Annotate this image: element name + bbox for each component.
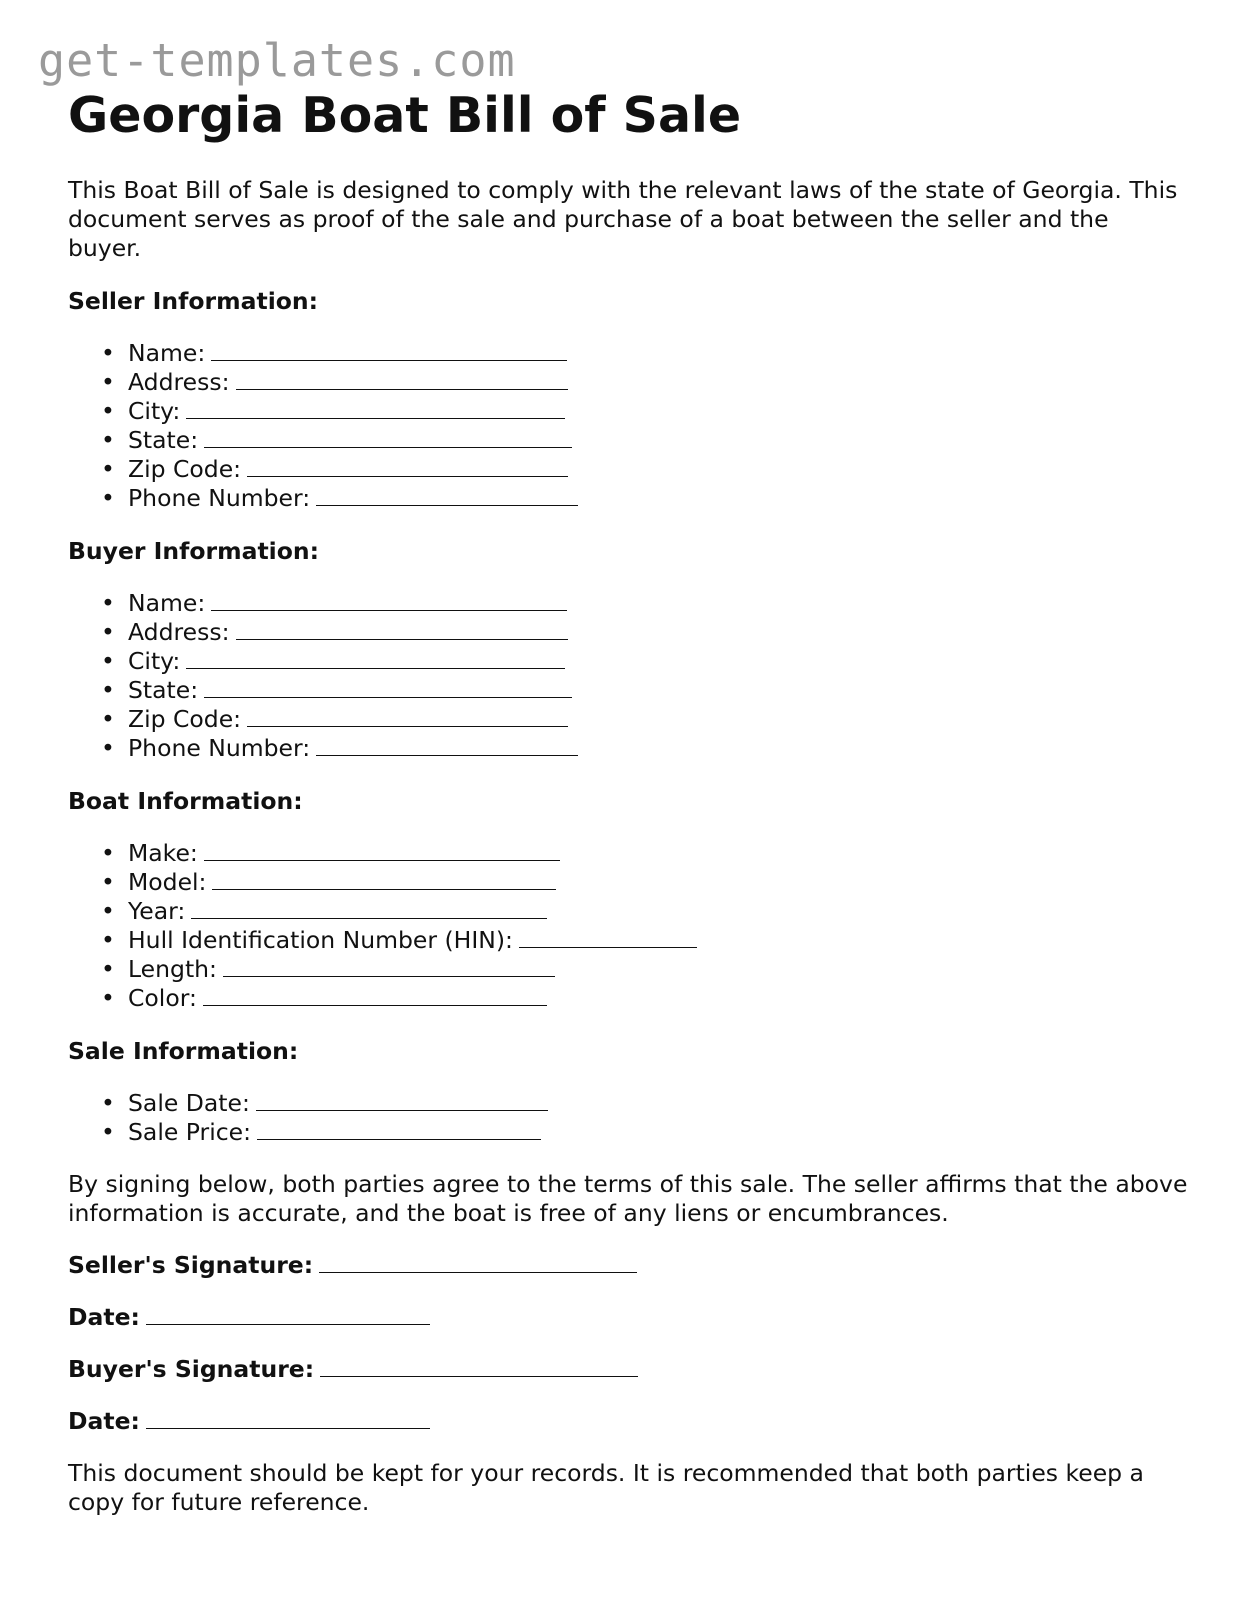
field-label: City: bbox=[128, 647, 181, 675]
fill-line[interactable] bbox=[212, 888, 556, 890]
fill-line[interactable] bbox=[204, 859, 560, 861]
field-label: Make: bbox=[128, 839, 198, 867]
buyer-date-line bbox=[68, 1407, 1188, 1436]
seller-field-list bbox=[68, 339, 1188, 513]
field-label: Hull Identification Number (HIN): bbox=[128, 926, 513, 954]
field-label: Sale Price: bbox=[128, 1118, 252, 1146]
fill-line[interactable] bbox=[236, 638, 568, 640]
field-label: Address: bbox=[128, 368, 230, 396]
seller-state-field bbox=[128, 426, 1188, 455]
buyer-signature-blank[interactable] bbox=[320, 1375, 638, 1377]
sale-date-field bbox=[128, 1089, 1188, 1118]
fill-line[interactable] bbox=[204, 696, 572, 698]
field-label: City: bbox=[128, 397, 181, 425]
fill-line[interactable] bbox=[316, 504, 578, 506]
buyer-field-list bbox=[68, 589, 1188, 763]
boat-length-field bbox=[128, 955, 1188, 984]
field-label: Phone Number: bbox=[128, 484, 311, 512]
fill-line[interactable] bbox=[203, 1004, 547, 1006]
boat-section-heading: Boat Information: bbox=[68, 787, 303, 815]
fill-line[interactable] bbox=[186, 667, 565, 669]
boat-year-field bbox=[128, 897, 1188, 926]
fill-line[interactable] bbox=[316, 754, 578, 756]
fill-line[interactable] bbox=[211, 359, 567, 361]
fill-line[interactable] bbox=[204, 446, 572, 448]
fill-line[interactable] bbox=[236, 388, 568, 390]
document-page bbox=[68, 86, 1188, 1517]
seller-signature-blank[interactable] bbox=[319, 1271, 637, 1273]
fill-line[interactable] bbox=[257, 1138, 541, 1140]
buyer-section-heading: Buyer Information: bbox=[68, 537, 320, 565]
seller-name-field bbox=[128, 339, 1188, 368]
field-label: Phone Number: bbox=[128, 734, 311, 762]
field-label: Year: bbox=[128, 897, 186, 925]
seller-city-field bbox=[128, 397, 1188, 426]
fill-line[interactable] bbox=[247, 475, 568, 477]
boat-field-list bbox=[68, 839, 1188, 1013]
buyer-date-blank[interactable] bbox=[146, 1427, 430, 1429]
fill-line[interactable] bbox=[186, 417, 565, 419]
field-label: Address: bbox=[128, 618, 230, 646]
buyer-signature-label: Buyer's Signature: bbox=[68, 1355, 315, 1383]
sale-section-heading: Sale Information: bbox=[68, 1037, 299, 1065]
boat-color-field bbox=[128, 984, 1188, 1013]
seller-signature-label: Seller's Signature: bbox=[68, 1251, 314, 1279]
boat-hin-field bbox=[128, 926, 1188, 955]
field-label: Name: bbox=[128, 589, 206, 617]
field-label: Length: bbox=[128, 955, 217, 983]
footer-paragraph: This document should be kept for your records. It is recommended that both parties keep a copy for future reference. bbox=[68, 1459, 1144, 1516]
buyer-name-field bbox=[128, 589, 1188, 618]
buyer-signature-line bbox=[68, 1355, 1188, 1384]
seller-address-field bbox=[128, 368, 1188, 397]
field-label: Zip Code: bbox=[128, 455, 242, 483]
buyer-address-field bbox=[128, 618, 1188, 647]
boat-model-field bbox=[128, 868, 1188, 897]
seller-date-label: Date: bbox=[68, 1303, 140, 1331]
buyer-state-field bbox=[128, 676, 1188, 705]
fill-line[interactable] bbox=[223, 975, 555, 977]
fill-line[interactable] bbox=[247, 725, 568, 727]
fill-line[interactable] bbox=[519, 946, 697, 948]
buyer-city-field bbox=[128, 647, 1188, 676]
seller-phone-field bbox=[128, 484, 1188, 513]
seller-zip-field bbox=[128, 455, 1188, 484]
fill-line[interactable] bbox=[191, 917, 547, 919]
seller-signature-line bbox=[68, 1251, 1188, 1280]
seller-date-line bbox=[68, 1303, 1188, 1332]
field-label: State: bbox=[128, 676, 199, 704]
field-label: State: bbox=[128, 426, 199, 454]
watermark: get-templates.com bbox=[38, 34, 516, 87]
buyer-phone-field bbox=[128, 734, 1188, 763]
sale-price-field bbox=[128, 1118, 1188, 1147]
fill-line[interactable] bbox=[211, 609, 567, 611]
buyer-date-label: Date: bbox=[68, 1407, 140, 1435]
intro-paragraph: This Boat Bill of Sale is designed to comply with the relevant laws of the state of Georgia. This document serves as proof of the sale and purchase of a boat between the seller and the buyer. bbox=[68, 176, 1178, 262]
seller-section-heading: Seller Information: bbox=[68, 287, 319, 315]
fill-line[interactable] bbox=[256, 1109, 548, 1111]
page-title: Georgia Boat Bill of Sale bbox=[68, 87, 742, 144]
field-label: Color: bbox=[128, 984, 197, 1012]
field-label: Name: bbox=[128, 339, 206, 367]
buyer-zip-field bbox=[128, 705, 1188, 734]
agreement-paragraph: By signing below, both parties agree to the terms of this sale. The seller affirms that the above information is accurate, and the boat is free of any liens or encumbrances. bbox=[68, 1170, 1188, 1227]
field-label: Zip Code: bbox=[128, 705, 242, 733]
field-label: Sale Date: bbox=[128, 1089, 250, 1117]
boat-make-field bbox=[128, 839, 1188, 868]
seller-date-blank[interactable] bbox=[146, 1323, 430, 1325]
sale-field-list bbox=[68, 1089, 1188, 1147]
field-label: Model: bbox=[128, 868, 207, 896]
